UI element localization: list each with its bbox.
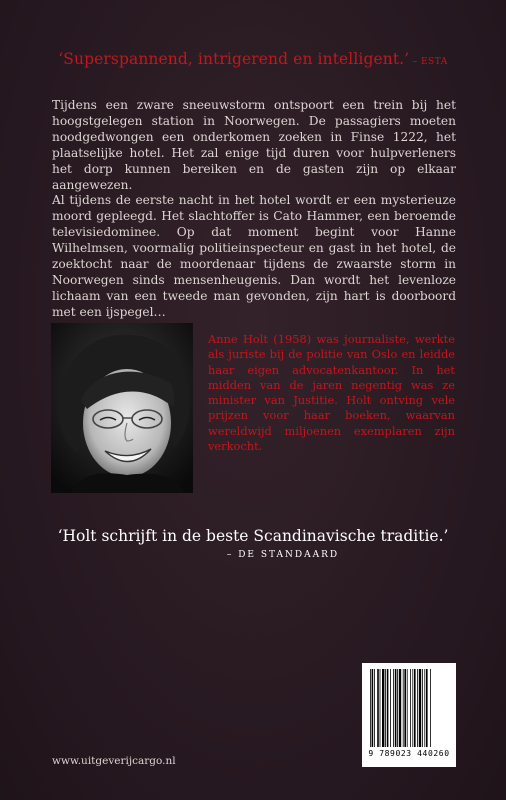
barcode-bar [407, 669, 408, 747]
top-quote-source: – ESTA [409, 57, 448, 67]
barcode-bar [387, 669, 389, 747]
barcode-bar [399, 669, 401, 747]
barcode-bar [385, 669, 386, 747]
barcode-bar [410, 669, 411, 747]
barcode-bar [404, 669, 406, 747]
barcode-bar [426, 669, 428, 747]
barcode-bar [390, 669, 391, 747]
author-photo [51, 323, 193, 493]
barcode-bar [412, 669, 413, 747]
top-quote-text: ‘Superspannend, intrigerend en intelligent.’ [58, 50, 410, 68]
barcode-bar [380, 669, 381, 747]
book-blurb [52, 98, 456, 321]
barcode-bar [374, 669, 375, 747]
author-biography: Anne Holt (1958) was journaliste, werkte als juriste bij de politie van Oslo en leidde haar eigen advocatenkantoor. In het midden van de jaren negentig was ze minister van Justitie. Holt ontving vele prijzen voor haar boeken, waarvan wereldwijd miljoenen exemplaren zijn verkocht. [208, 332, 455, 454]
barcode-bar [393, 669, 394, 747]
publisher-website: www.uitgeverijcargo.nl [52, 755, 176, 767]
barcode-bar [424, 669, 425, 747]
blurb-paragraph-1: Tijdens een zware sneeuwstorm ontspoort een trein bij het hoogstgelegen station in Noorwegen. De passagiers moeten noodgedwongen een onderkomen zoeken in Finse 1222, het plaatselijke hotel. Het zal enige tijd duren voor hulpverleners het dorp kunnen bereiken en de gasten zijn op elkaar aangewezen. [52, 98, 456, 192]
barcode-bar [372, 669, 374, 747]
barcode-bar [403, 669, 404, 747]
author-portrait-image [51, 323, 193, 493]
bottom-review-quote: ‘Holt schrijft in de beste Scandinavische traditie.’ [57, 527, 449, 545]
barcode-bar [414, 669, 416, 747]
barcode-bar [395, 669, 397, 747]
isbn-barcode [362, 663, 456, 767]
barcode-bar [419, 669, 421, 747]
isbn-number: 9 789023 440260 [368, 749, 450, 758]
bottom-quote-source: – DE STANDAARD [226, 550, 340, 560]
barcode-bar [397, 669, 398, 747]
barcode-bar [370, 669, 371, 747]
barcode-bars [366, 669, 452, 749]
barcode-bar [377, 669, 379, 747]
barcode-bar [430, 669, 431, 747]
barcode-bar [422, 669, 423, 747]
top-review-quote [0, 50, 506, 68]
barcode-bar [417, 669, 418, 747]
blurb-paragraph-2: Al tijdens de eerste nacht in het hotel wordt er een mysterieuze moord gepleegd. Het slachtoffer is Cato Hammer, een beroemde televisiedominee. Op dat moment begint voor Hanne Wilhelmsen, voormalig politieinspecteur en gast in het hotel, de zoektocht naar de moordenaar tijdens de zwaarste storm in Noorwegen sinds mensenheugenis. Dan wordt het levenloze lichaam van een tweede man gevonden, zijn hart is doorboord met een ijspegel… [52, 193, 456, 319]
barcode-bar [382, 669, 384, 747]
